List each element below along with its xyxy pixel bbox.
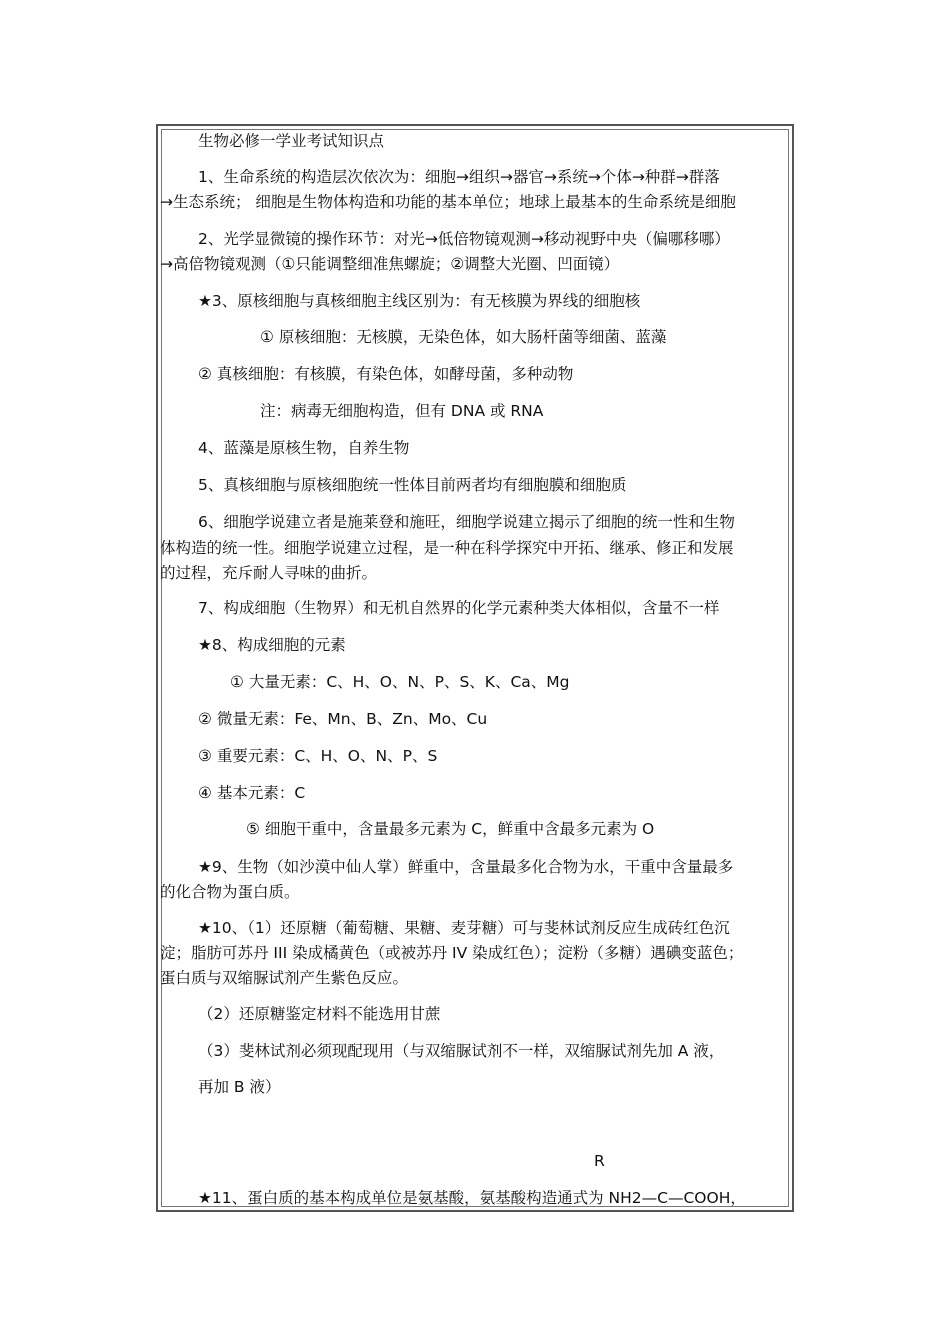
doc-line: ② 真核细胞：有核膜，有染色体，如酵母菌，多种动物	[198, 365, 574, 383]
doc-line: 7、构成细胞（生物界）和无机自然界的化学元素种类大体相似，含量不一样	[198, 599, 720, 617]
doc-line: ① 原核细胞：无核膜，无染色体，如大肠杆菌等细菌、蓝藻	[260, 328, 667, 346]
doc-line: ① 大量无素：C、H、O、N、P、S、K、Ca、Mg	[230, 673, 570, 691]
doc-line: ★8、构成细胞的元素	[198, 636, 346, 654]
doc-line: →高倍物镜观测（①只能调整细准焦螺旋；②调整大光圈、凹面镜）	[160, 255, 620, 273]
doc-line: （3）斐林试剂必须现配现用（与双缩脲试剂不一样，双缩脲试剂先加 A 液，	[198, 1042, 725, 1060]
doc-line: ★9、生物（如沙漠中仙人掌）鲜重中，含量最多化合物为水，干重中含量最多	[198, 858, 734, 876]
doc-line: ★10、（1）还原糖（葡萄糖、果糖、麦芽糖）可与斐林试剂反应生成砖红色沉	[198, 919, 730, 937]
doc-line: ⑤ 细胞干重中，含量最多元素为 C，鲜重中含最多元素为 O	[246, 820, 655, 838]
doc-line: ④ 基本元素：C	[198, 784, 306, 802]
doc-line: 体构造的统一性。细胞学说建立过程，是一种在科学探究中开拓、继承、修正和发展	[160, 539, 734, 557]
doc-line: 4、蓝藻是原核生物，自养生物	[198, 439, 410, 457]
doc-line: ★11、蛋白质的基本构成单位是氨基酸，氨基酸构造通式为 NH2—C—COOH，	[198, 1189, 746, 1207]
doc-line: 2、光学显微镜的操作环节：对光→低倍物镜观测→移动视野中央（偏哪移哪）	[198, 230, 730, 248]
doc-line: 淀；脂肪可苏丹 III 染成橘黄色（或被苏丹 IV 染成红色）；淀粉（多糖）遇碘变蓝色；	[160, 944, 744, 962]
doc-line: 1、生命系统的构造层次依次为：细胞→组织→器官→系统→个体→种群→群落	[198, 168, 720, 186]
doc-line: ② 微量无素：Fe、Mn、B、Zn、Mo、Cu	[198, 710, 488, 728]
doc-line: 蛋白质与双缩脲试剂产生紫色反应。	[160, 969, 409, 987]
doc-line: 注：病毒无细胞构造，但有 DNA 或 RNA	[260, 402, 544, 420]
doc-line: 5、真核细胞与原核细胞统一性体目前两者均有细胞膜和细胞质	[198, 476, 627, 494]
doc-line: 的过程，充斥耐人寻味的曲折。	[160, 564, 378, 582]
formula-r-label: R	[594, 1152, 605, 1170]
doc-line: ★3、原核细胞与真核细胞主线区别为：有无核膜为界线的细胞核	[198, 292, 641, 310]
doc-line: 再加 B 液）	[198, 1078, 281, 1096]
doc-line: →生态系统； 细胞是生物体构造和功能的基本单位；地球上最基本的生命系统是细胞	[160, 193, 736, 211]
doc-line: （2）还原糖鉴定材料不能选用甘蔗	[198, 1005, 441, 1023]
doc-title: 生物必修一学业考试知识点	[198, 132, 385, 150]
doc-line: ③ 重要元素：C、H、O、N、P、S	[198, 747, 438, 765]
doc-line: 6、细胞学说建立者是施莱登和施旺，细胞学说建立揭示了细胞的统一性和生物	[198, 513, 735, 531]
doc-line: 的化合物为蛋白质。	[160, 883, 300, 901]
